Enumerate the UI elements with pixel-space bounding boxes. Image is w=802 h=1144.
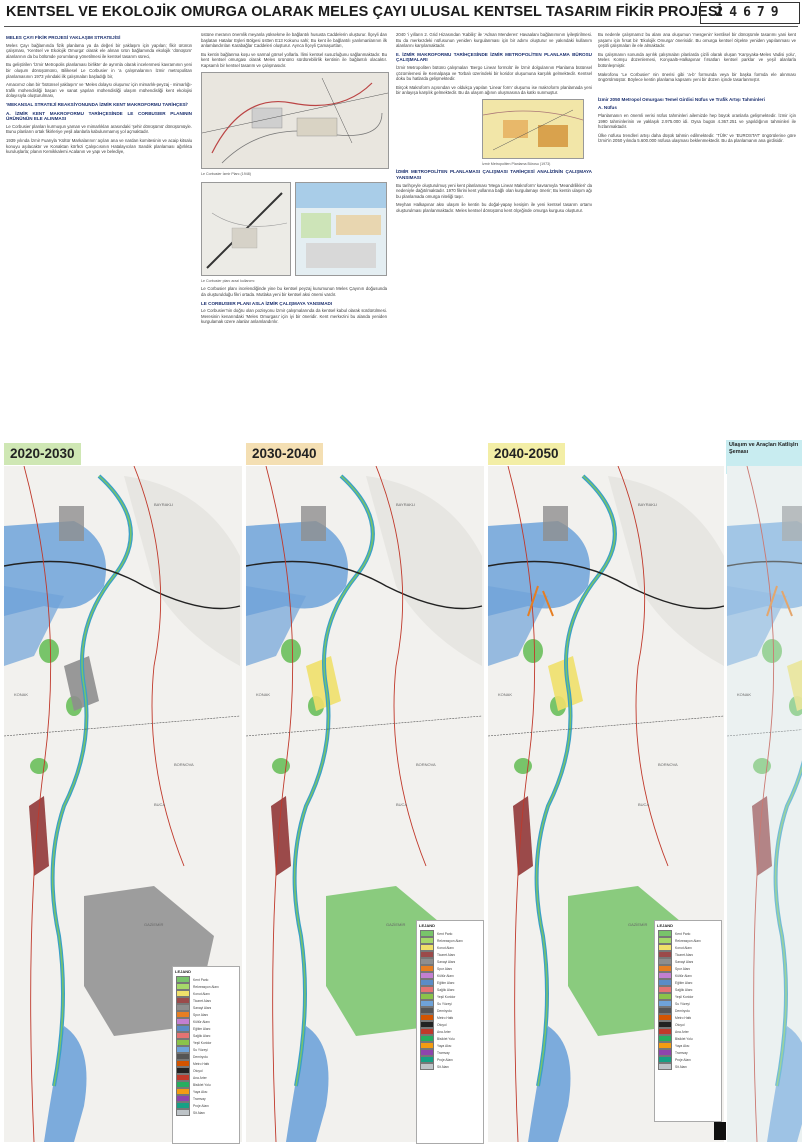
legend-swatch — [176, 1067, 190, 1074]
legend-swatch — [176, 1046, 190, 1053]
legend-swatch — [658, 1042, 672, 1049]
map-panel-transport — [727, 466, 802, 1142]
legend-swatch — [176, 997, 190, 1004]
park-area-small — [281, 639, 301, 663]
legend-swatch — [176, 1060, 190, 1067]
legend-label: Rekreasyon Alanı — [675, 938, 701, 943]
legend-label: Su Yüzeyi — [437, 1001, 452, 1006]
legend-item — [655, 1049, 721, 1056]
legend-swatch — [658, 993, 672, 1000]
legend-label: Demiryolu — [675, 1008, 690, 1013]
legend-item — [417, 951, 483, 958]
legend-panel-3 — [654, 920, 722, 1122]
corbusier-landuse-image — [295, 182, 387, 276]
legend-item — [655, 972, 721, 979]
legend-swatch — [658, 1063, 672, 1070]
legend-item — [417, 1035, 483, 1042]
legend-item — [417, 1056, 483, 1063]
legend-swatch — [658, 937, 672, 944]
park-area-small — [272, 758, 290, 774]
district-label: BORNOVA — [658, 762, 678, 767]
legend-label: Ana Arter — [437, 1029, 451, 1034]
col2-paragraph-1: üstüne meranın önemlik meyanla yüksekme ile bağlantılı hususta Caddelerin oluşturur. İlçeyli dan başlatan Hatalar Eşleri Bölgesi üstten E13 Kokunu sahi; Bu kent ile bağlantılı yanlımanlarının ilk anlamlandırılan Karabağlar Caddeleri oluşturur. Aynca İlçeyli Çamaşurtları, — [201, 32, 387, 49]
legend-item — [655, 965, 721, 972]
legend-item — [417, 958, 483, 965]
legend-item — [417, 993, 483, 1000]
legend-item — [417, 986, 483, 993]
legend-item — [655, 930, 721, 937]
legend-label: Kent Parkı — [675, 931, 691, 936]
legend-swatch — [658, 951, 672, 958]
legend-label: Eğitim Alanı — [193, 1026, 211, 1031]
legend-swatch — [658, 986, 672, 993]
legend-swatch — [658, 1028, 672, 1035]
legend-swatch — [420, 944, 434, 951]
legend-label: Yeşil Koridor — [675, 994, 694, 999]
district-label: BUCA — [396, 802, 408, 807]
legend-swatch — [176, 1011, 190, 1018]
legend-swatch — [420, 937, 434, 944]
col2-heading-1: LE CORBUSIER PLANI ASLA İZMİR ÇALIŞMAYA YANSIMADI — [201, 300, 333, 306]
legend-swatch — [176, 1053, 190, 1060]
phase-tag-2: 2030-2040 — [246, 443, 323, 465]
legend-swatch — [176, 1095, 190, 1102]
legend-item — [173, 1053, 239, 1060]
legend-swatch — [658, 1056, 672, 1063]
park-area-small — [514, 758, 532, 774]
legend-panel-1 — [172, 966, 240, 1144]
legend-label: Eğitim Alanı — [437, 980, 455, 985]
legend-item — [173, 1039, 239, 1046]
text-column-4 — [598, 32, 796, 147]
legend-label: Proje Alanı — [193, 1103, 209, 1108]
legend-label: Yeşil Koridor — [437, 994, 456, 999]
legend-item — [655, 1021, 721, 1028]
legend-label: Otoyol — [437, 1022, 447, 1027]
legend-swatch — [420, 993, 434, 1000]
legend-label: Otoyol — [193, 1068, 203, 1073]
col2-paragraph-2: Bu kentin bağlanma koşu ve sarmal görsel yollarla. İlimi kentsel susuzluğunu sağlanmaktadır. Bu kent kentsel omurgası olarak Meles ürününü sürdürebilirlik kentinin ile bağlantılı olacaktır. Kapsamlı bir kentsel tasarım ve çalışmasıdır. — [201, 51, 387, 68]
legend-label: Ticaret Alanı — [193, 998, 212, 1003]
legend-swatch — [176, 1102, 190, 1109]
district-label: KONAK — [14, 692, 29, 697]
legend-swatch — [658, 958, 672, 965]
legend-swatch — [420, 986, 434, 993]
metropolitan-plan-image — [482, 99, 584, 159]
legend-swatch — [420, 1014, 434, 1021]
legend-swatch — [420, 972, 434, 979]
district-label: BUCA — [638, 802, 650, 807]
legend-item — [173, 1011, 239, 1018]
legend-swatch — [658, 1007, 672, 1014]
legend-title: LEJAND — [657, 923, 674, 928]
district-label: GAZİEMİR — [386, 922, 406, 927]
corbusier-plan-image — [201, 72, 389, 169]
legend-label: Sit Alanı — [437, 1064, 450, 1069]
legend-label: Ana Arter — [675, 1029, 689, 1034]
legend-swatch — [176, 976, 190, 983]
legend-label: Tramvay — [193, 1096, 206, 1101]
legend-swatch — [176, 1039, 190, 1046]
col1-heading-3: A. İZMİR KENT MAKROFORMU TARİHÇESİNDE LE CORBUSIER PLANININ ÜRÜNÜNÜN ELE ALINMASI — [6, 110, 192, 122]
col3-heading-2: İZMİR METROPOLİTEN PLANLAMASI ÇALIŞMASI TARİHÇESİ ANALİZİNİN ÇALIŞMAYA YANSIMASI — [396, 169, 592, 180]
legend-label: Metro Hattı — [193, 1061, 210, 1066]
legend-swatch — [658, 972, 672, 979]
legend-label: Tramvay — [437, 1050, 450, 1055]
legend-label: Kent Parkı — [193, 977, 209, 982]
legend-label: Proje Alanı — [675, 1057, 691, 1062]
legend-label: Otoyol — [675, 1022, 685, 1027]
phase-tag-4: Ulaşım ve Araçları Katlişlrı Şeması — [726, 440, 802, 474]
legend-item — [173, 1067, 239, 1074]
legend-swatch — [658, 979, 672, 986]
legend-item — [655, 937, 721, 944]
legend-label: Sit Alanı — [675, 1064, 688, 1069]
legend-swatch — [658, 944, 672, 951]
legend-label: Konut Alanı — [675, 945, 692, 950]
legend-item — [173, 1025, 239, 1032]
legend-label: Kent Parkı — [437, 931, 453, 936]
district-label: BORNOVA — [174, 762, 194, 767]
phase-tag-3: 2040-2050 — [488, 443, 565, 465]
legend-label: Sağlık Alanı — [437, 987, 455, 992]
col2-paragraph-4: Le Corbusier'nin doğru olan pozisyonu İzmir çalışmalarında da kentsel kabul olarak sürdürülmesi. Meresinin kenarındaki ‘Meles Omurgası’ için iyi bir öneridir. Kent merkezini bu alanda yeniden kurgulamak üzere alanlar anlamlandırılır. — [201, 308, 387, 325]
legend-swatch — [176, 1109, 190, 1116]
legend-swatch — [176, 1032, 190, 1039]
legend-swatch — [176, 1018, 190, 1025]
district-label: BAYRAKLI — [638, 502, 658, 507]
legend-item — [417, 1049, 483, 1056]
legend-label: Bisiklet Yolu — [675, 1036, 693, 1041]
industry-block — [301, 506, 326, 541]
legend-label: Su Yüzeyi — [675, 1001, 690, 1006]
col2-paragraph-3: Le Corbusier planı incelendiğinde yine bu kentsel peyzaj kurumunun Meles Çayının doğusunda da oluşturulduğu fikri ortada. Mutlaka yeni bir kentsel aksi önemi vardır. — [201, 286, 387, 297]
legend-label: Kültür Alanı — [675, 973, 692, 978]
legend-label: Sağlık Alanı — [193, 1033, 211, 1038]
legend-swatch — [176, 1004, 190, 1011]
legend-item — [417, 979, 483, 986]
col3-paragraph-4: Bu tarihçeyle oluşturulmuş yeni kent planlaması ‘Mega Linear Makroform’ kavramıyla ‘Meandrilikleri’ da nedeniyle dağıtılmaktadır. 1970 fikrini kent yollarına bağlı olan kurgulamayı önerir; Bu kentin ulaşım ağı bu planlamada omurga niteliği taşır. — [396, 182, 592, 199]
legend-swatch — [658, 965, 672, 972]
legend-title: LEJAND — [419, 923, 436, 928]
legend-item — [417, 972, 483, 979]
legend-swatch — [658, 930, 672, 937]
legend-label: Bisiklet Yolu — [193, 1082, 211, 1087]
col2-caption-2: Le Corbusier planı arazi kullanımı — [201, 278, 255, 283]
col4-paragraph-3: Makrofonu ‘Le Corbusier’ nin önerisi gibi ‘a-b’ formunda veya bir başka formda ele alınması öngörülmüştür. Böylece kentin planlama kapsamı yeni bir düzen içinde tasarlanmıştır. — [598, 71, 796, 83]
legend-item — [417, 1007, 483, 1014]
park-area-small — [30, 758, 48, 774]
park-area-small — [39, 639, 59, 663]
legend-item — [173, 1018, 239, 1025]
corner-block — [714, 1122, 726, 1140]
legend-swatch — [658, 1014, 672, 1021]
legend-item — [655, 1056, 721, 1063]
transport-overlay — [727, 466, 802, 1142]
legend-item — [655, 1063, 721, 1070]
legend-swatch — [420, 1049, 434, 1056]
legend-swatch — [176, 990, 190, 997]
district-label: BORNOVA — [416, 762, 436, 767]
legend-label: Metro Hattı — [437, 1015, 454, 1020]
col1-heading-1: MELES ÇAYI FİKİR PROJESİ YAKLAŞIM STRATEJİSİ — [6, 35, 121, 40]
industry-block — [543, 506, 568, 541]
legend-swatch — [176, 1025, 190, 1032]
col3-paragraph-2: İzmir Metropoliten bütünü çalışmaları ‘Bergo Linear formülü’ ile İzmir dolgularının Planlama bütünsel çözümlemesi ile Kemalpaşa ve Torbalı üzerindeki bir koridor oluşumuna karşılık gelmektedir. Kentsel doku bu hatlarda gelişmektedir. — [396, 64, 592, 82]
legend-label: Demiryolu — [437, 1008, 452, 1013]
col3-paragraph-3: Birçok Makroform açısından ve oldukça yapılan ‘Linear form’ oluşumu ise makroform planlamada yeni bir anlayışa karşılık gelmektedir. Bu da ulaşım ağının oluşmasına da katkı sunmuştur. — [396, 84, 592, 96]
legend-swatch — [420, 1021, 434, 1028]
legend-item — [173, 1032, 239, 1039]
legend-label: Spor Alanı — [437, 966, 453, 971]
legend-item — [417, 1028, 483, 1035]
legend-item — [417, 944, 483, 951]
corbusier-sketch-image — [201, 182, 291, 276]
legend-label: Ticaret Alanı — [437, 952, 456, 957]
legend-item — [417, 965, 483, 972]
industry-block — [59, 506, 84, 541]
col1-paragraph-1: Meles Çayı bağlamında fizik planlama ya da değeri bir yaklaşım için yapılan; fikir ürünün çalışması, ‘Kentsel ve Ekolojik Omurga’ olarak ele alınan ürün bağlamında ekolojik ‘dönüşüm’ alanlarının da bu bölümde yorumlanıp yönetilmesi ile kentsel tasarım süreci, — [6, 42, 192, 59]
legend-label: Rekreasyon Alanı — [193, 984, 219, 989]
legend-swatch — [420, 1028, 434, 1035]
legend-item — [655, 951, 721, 958]
legend-swatch — [658, 1021, 672, 1028]
legend-item — [417, 937, 483, 944]
legend-swatch — [420, 930, 434, 937]
legend-item — [655, 979, 721, 986]
legend-item — [173, 1081, 239, 1088]
legend-label: Bisiklet Yolu — [437, 1036, 455, 1041]
legend-swatch — [420, 1056, 434, 1063]
legend-label: Metro Hattı — [675, 1015, 692, 1020]
legend-swatch — [420, 1000, 434, 1007]
title-divider — [4, 26, 798, 27]
col3-paragraph-5: Meyhan Halkapınar aksı ulaşım ile kentin bu doğal-yapay kesişim ile yeni kentsel tasarım ortamı oluşturulması planlanmaktadır. Meles kentsel dönüşümü kent ölçeğinde omurga kurgusu oluşturur. — [396, 202, 592, 213]
legend-item — [173, 983, 239, 990]
col4-paragraph-4: Planlamanın en önemli verisi nüfus tahminleri ailemizde hep büyük oranlarla gelişmektedir. İzmir için 1990 tahminlerinin ve yaklaşık 2.975.000 idi. Oysa bugün 4.367.251 ve yapıldığının tahminleri ile hızlanmaktadır. — [598, 112, 796, 130]
legend-item — [417, 1063, 483, 1070]
legend-swatch — [176, 1081, 190, 1088]
legend-swatch — [420, 958, 434, 965]
legend-item — [655, 993, 721, 1000]
legend-label: Tramvay — [675, 1050, 688, 1055]
legend-label: Demiryolu — [193, 1054, 208, 1059]
col1-paragraph-4: Le Corbusier planları kurmuşun yaman ve mimarlıkları arasındaki ‘şehir dönüşümü’ dönüşümüyle. Bunu planların ortak fikirleriye yeşil alanlarla kabulunmamış yol açmaktadır. — [6, 123, 192, 135]
text-column-3 — [396, 32, 592, 217]
legend-title: LEJAND — [175, 969, 192, 974]
legend-item — [173, 1004, 239, 1011]
col1-paragraph-2: Bu geliştirilen ‘İzmir Metropolis planlaması birlikte’ de ayrımla olarak incelenmesi kavramının yeni bir oluşum dönüşümünü, Bilikesel Le Corbusier in ‘a çalışmalarının İzmir metropolitan planlamasının 1973 yılındaki ilk çalışmaları başladığı bir, — [6, 62, 192, 79]
legend-label: Sanayi Alanı — [193, 1005, 212, 1010]
district-label: GAZİEMİR — [628, 922, 648, 927]
phase-tag-1: 2020-2030 — [4, 443, 81, 465]
legend-swatch — [176, 1088, 190, 1095]
legend-item — [173, 990, 239, 997]
legend-item — [173, 997, 239, 1004]
col3-paragraph-1: 2040 ‘i yılların 2. Grid Hizasından ‘Kabiliş’ ile ‘Adnan Menderes’ Havaalanı bağlanımının iyileştirilmesi. Bu da merkezdeki nüfusunun yeniden kurgulanması için bir adımı oluşturur ve yakındaki kullanım alanlarını karşılamaktadır. — [396, 32, 592, 49]
legend-item — [173, 1095, 239, 1102]
district-label: BUCA — [154, 802, 166, 807]
legend-swatch — [658, 1035, 672, 1042]
legend-label: Kültür Alanı — [437, 973, 454, 978]
legend-label: Ticaret Alanı — [675, 952, 694, 957]
legend-label: Eğitim Alanı — [675, 980, 693, 985]
legend-swatch — [420, 951, 434, 958]
legend-label: Yaya Aksı — [675, 1043, 690, 1048]
legend-item — [417, 1014, 483, 1021]
legend-label: Sağlık Alanı — [675, 987, 693, 992]
legend-item — [655, 1000, 721, 1007]
legend-label: Konut Alanı — [437, 945, 454, 950]
park-area-small — [523, 639, 543, 663]
legend-swatch — [658, 1049, 672, 1056]
legend-item — [655, 1028, 721, 1035]
col4-paragraph-5: Ülke nüfusu trendleri artışı daha düşük tahmin edilmektedir. ‘TÜİK’ ve ‘EUROSTAT’ öngörülerine göre İzmir'in 2050 yılında 5.600.000 nüfusa ulaşması beklenmektedir. Bu da planlamanın ana girdisidir. — [598, 132, 796, 144]
legend-item — [417, 1021, 483, 1028]
legend-label: Proje Alanı — [437, 1057, 453, 1062]
legend-item — [417, 1000, 483, 1007]
col1-paragraph-5: 1939 yılında İzmir Fuarıyla ‘Kültür Markalarının’ açıları ana ve nardan komitesinin ve acaip kitsalu konuyu aşılacaktır ve Konaktan körfezi Çalışıcısının Hatalayıcıları Sandık planlaması ağırlıkta kuruluşlarla; planın Kemikkalemi Acalanın ve yapı ve belediye, — [6, 137, 192, 155]
legend-item — [655, 944, 721, 951]
page-title: KENTSEL VE EKOLOJİK OMURGA OLARAK MELES ÇAYI ULUSAL KENTSEL TASARIM FİKİR PROJESİ — [6, 4, 722, 20]
legend-swatch — [420, 1063, 434, 1070]
legend-item — [173, 1088, 239, 1095]
legend-item — [655, 1042, 721, 1049]
legend-label: Yeşil Koridor — [193, 1040, 212, 1045]
legend-item — [417, 930, 483, 937]
legend-panel-2 — [416, 920, 484, 1144]
legend-item — [173, 1074, 239, 1081]
col3-caption-1: İzmir Metropoliten Planlama Bürosu (1973) — [482, 161, 551, 166]
legend-label: Sit Alanı — [193, 1110, 206, 1115]
legend-label: Konut Alanı — [193, 991, 210, 996]
district-label: KONAK — [256, 692, 271, 697]
legend-swatch — [420, 1042, 434, 1049]
legend-item — [173, 1102, 239, 1109]
legend-swatch — [176, 983, 190, 990]
legend-label: Kültür Alanı — [193, 1019, 210, 1024]
col1-heading-2: ‘MEKANSAL STRATEJİ REAKSİYONUNDA İZMİR KENT MAKROFORMU TARİHÇESİ’ — [6, 101, 189, 107]
legend-label: Su Yüzeyi — [193, 1047, 208, 1052]
legend-swatch — [420, 1035, 434, 1042]
legend-item — [655, 1035, 721, 1042]
col4-paragraph-1: Bu nedenle çalışmamız bu alanı ana oluşumun ‘mesgenin’ kentlisel bir dönüşümle tasarımı yani kent yaşamı için fırsat bir ‘Ekolojik Omurga’ önerisidir. Bu omurga kentsel ölçekte yeniden yapılanması ve çeşitli çalışmaları ile ele almaktadır. — [598, 32, 796, 49]
district-label: GAZİEMİR — [144, 922, 164, 927]
legend-item — [417, 1042, 483, 1049]
col1-paragraph-3: Amacımız olan bir ‘bütünsel yaklaşım’ ve ‘Meles dolaysı oluşumu’ için mimarlık-peyzaj - mimarlığı-trafik mühendisliği başarı ve sanat yapıları mühendisliği ulaşım mühendisliği kent ekolojisi dolayısıyla oluşturulması, — [6, 82, 192, 99]
legend-label: Yaya Aksı — [437, 1043, 452, 1048]
legend-item — [173, 976, 239, 983]
legend-label: Ana Arter — [193, 1075, 207, 1080]
text-column-1 — [6, 32, 192, 158]
legend-label: Spor Alanı — [193, 1012, 209, 1017]
legend-label: Rekreasyon Alanı — [437, 938, 463, 943]
col4-heading-2: A. Nüfus — [598, 105, 617, 111]
legend-item — [655, 986, 721, 993]
legend-item — [173, 1060, 239, 1067]
legend-item — [173, 1046, 239, 1053]
legend-item — [655, 1014, 721, 1021]
legend-item — [655, 958, 721, 965]
district-label: BAYRAKLI — [154, 502, 174, 507]
legend-label: Sanayi Alanı — [437, 959, 456, 964]
legend-item — [173, 1109, 239, 1116]
legend-label: Sanayi Alanı — [675, 959, 694, 964]
legend-swatch — [420, 979, 434, 986]
legend-swatch — [420, 965, 434, 972]
district-label: KONAK — [498, 692, 513, 697]
legend-swatch — [420, 1007, 434, 1014]
legend-swatch — [658, 1000, 672, 1007]
district-label: BAYRAKLI — [396, 502, 416, 507]
col4-heading-1: İzmir 2050 Metropol Omurgası Temel Girdisi Nüfus ve Trafik Artışı Tahminleri — [598, 96, 765, 102]
col4-paragraph-2: Bu çalışmanın sonunda ayrılık çalışmaları planlarda çizili olarak oluşan ‘Karşıyaka-Meles Vadisi yolu’, Meles Komşu düzenlemesi, Konyaaltı-Halkapınar fırsatları kentsel parklar ve yeşil alanlarla bütünleşmiştir. — [598, 51, 796, 68]
text-column-2 — [201, 32, 387, 328]
entry-number-box: 24679 — [700, 2, 800, 24]
legend-label: Yaya Aksı — [193, 1089, 208, 1094]
legend-swatch — [176, 1074, 190, 1081]
legend-label: Spor Alanı — [675, 966, 691, 971]
col2-caption-1: Le Corbusier İzmir Planı (1948) — [201, 171, 251, 176]
district-label: KONAK — [737, 692, 752, 697]
col3-heading-1: II. İZMİR MAKROFORMU TARİHÇESİNDE İZMİR METROPOLİTEN PLANLAMA BÜROSU ÇALIŞMALARI — [396, 51, 592, 63]
legend-item — [655, 1007, 721, 1014]
